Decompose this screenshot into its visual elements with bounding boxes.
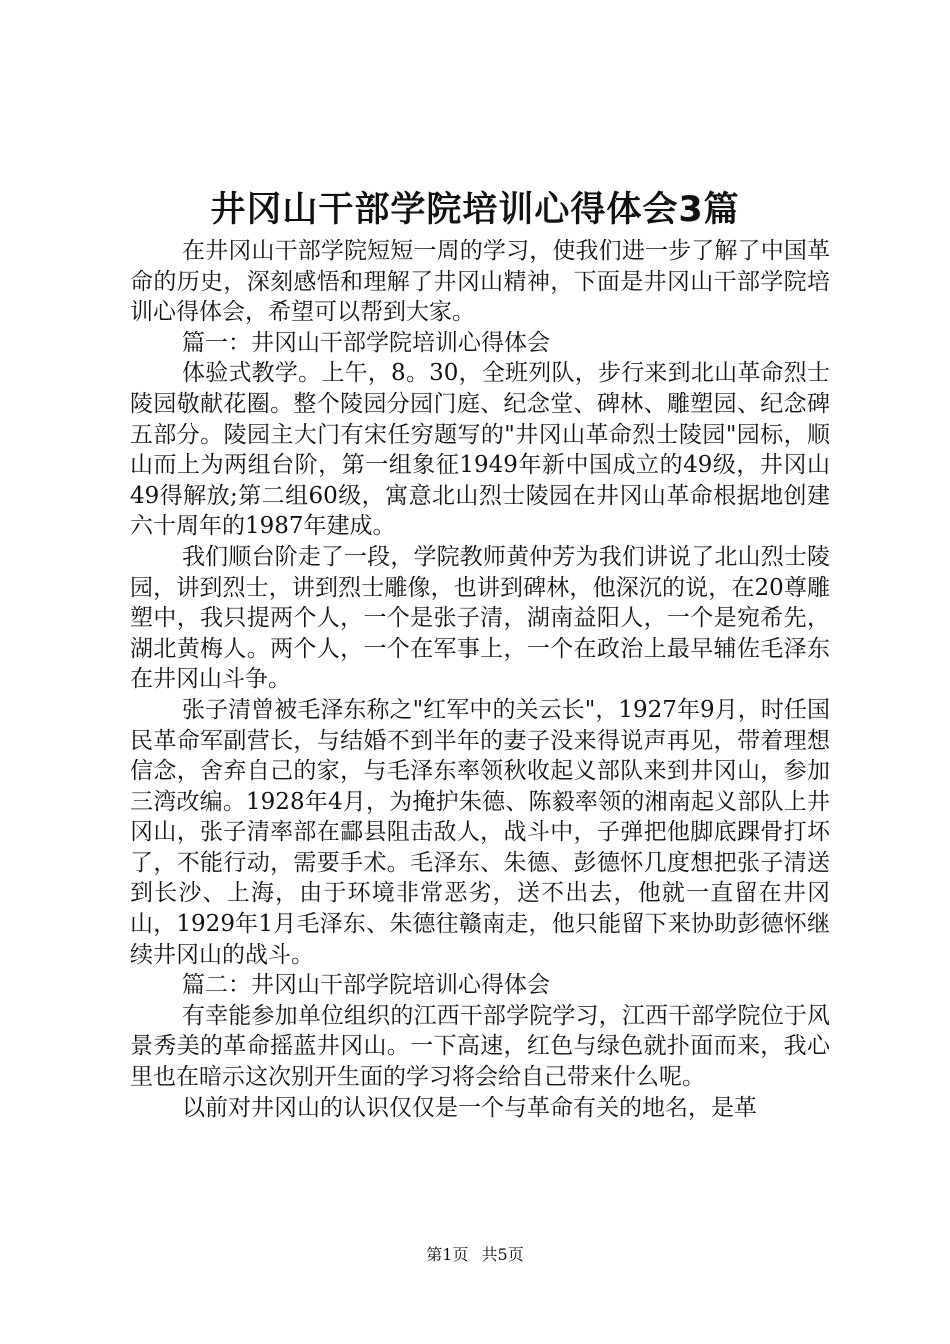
paragraph: 张子清曾被毛泽东称之"红军中的关云长"，1927年9月，时任国民革命军副营长，与结婚不到半年的妻子没来得说声再见，带着理想信念，舍弃自己的家，与毛泽东率领秋收起义部队来到井冈山，参加三湾改编。1928年4月，为掩护朱德、陈毅率领的湘南起义部队上井冈山，张子清率部在酃县阻击敌人，战斗中，子弹把他脚底踝骨打坏了，不能行动，需要手术。毛泽东、朱德、彭德怀几度想把张子清送到长沙、上海，由于环境非常恶劣，送不出去，他就一直留在井冈山，1929年1月毛泽东、朱德往赣南走，他只能留下来协助彭德怀继续井冈山的战斗。 [130,696,830,968]
section-heading-2: 篇二：井冈山干部学院培训心得体会 [182,972,550,999]
paragraph-intro: 在井冈山干部学院短短一周的学习，使我们进一步了解了中国革命的历史，深刻感悟和理解了井冈山精神，下面是井冈山干部学院培训心得体会，希望可以帮到大家。 [130,238,830,326]
paragraph: 我们顺台阶走了一段，学院教师黄仲芳为我们讲说了北山烈士陵园，讲到烈士，讲到烈士雕像，也讲到碑林，他深沉的说，在20尊雕塑中，我只提两个人，一个是张子清，湖南益阳人，一个是宛希先，湖北黄梅人。两个人，一个在军事上，一个在政治上最早辅佐毛泽东在井冈山斗争。 [130,543,830,693]
document-title: 井冈山干部学院培训心得体会3篇 [210,190,740,230]
page-number-current: 第1页 [426,1245,469,1264]
page-footer [0,1244,950,1266]
paragraph: 有幸能参加单位组织的江西干部学院学习，江西干部学院位于风景秀美的革命摇蓝井冈山。一下高速，红色与绿色就扑面而来，我心里也在暗示这次别开生面的学习将会给自己带来什么呢。 [130,1002,830,1091]
paragraph: 以前对井冈山的认识仅仅是一个与革命有关的地名，是革 [182,1094,757,1121]
section-heading-1: 篇一：井冈山干部学院培训心得体会 [182,329,550,356]
document-body [130,236,830,1123]
paragraph: 体验式教学。上午，8。30，全班列队，步行来到北山革命烈士陵园敬献花圈。整个陵园分园门庭、纪念堂、碑林、雕塑园、纪念碑五部分。陵园主大门有宋任穷题写的"井冈山革命烈士陵园"园标，顺山而上为两组台阶，第一组象征1949年新中国成立的49级，井冈山49得解放;第二组60级，寓意北山烈士陵园在井冈山革命根据地创建六十周年的1987年建成。 [130,360,830,540]
page-number-total: 共5页 [481,1245,524,1264]
